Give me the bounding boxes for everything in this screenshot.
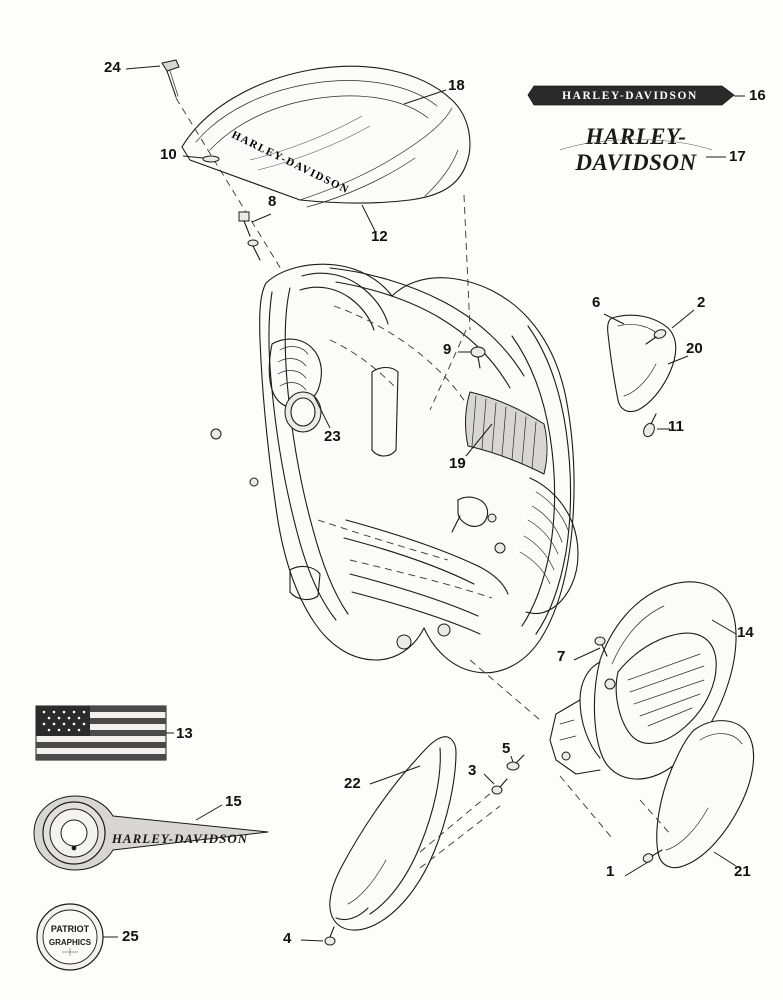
callout-21: 21 — [734, 863, 751, 880]
screw-part-24 — [162, 60, 179, 97]
leader-5 — [511, 756, 513, 762]
callout-6: 6 — [592, 294, 601, 311]
callout-9: 9 — [443, 341, 452, 358]
emblem-strip-text: HARLEY-DAVIDSON — [562, 90, 698, 102]
leader-8 — [252, 214, 271, 222]
callout-20: 20 — [686, 340, 703, 357]
callout-2: 2 — [697, 294, 706, 311]
callout-17: 17 — [729, 148, 746, 165]
fastener-part-5 — [507, 755, 524, 770]
callout-19: 19 — [449, 455, 466, 472]
fairing-inner-frame — [211, 264, 578, 673]
callout-25: 25 — [122, 928, 139, 945]
emblem-strip-16 — [528, 86, 734, 105]
callout-1: 1 — [606, 863, 615, 880]
callout-14: 14 — [737, 624, 754, 641]
leader-7 — [574, 648, 600, 660]
windshield-decal-text: HARLEY-DAVIDSON — [229, 128, 352, 197]
tank-badge-text: HARLEY-DAVIDSON — [111, 831, 249, 846]
callout-23: 23 — [324, 428, 341, 445]
leader-15 — [196, 805, 222, 820]
leader-1 — [625, 862, 648, 876]
callout-11: 11 — [668, 418, 684, 435]
leader-3 — [484, 774, 494, 784]
fastener-part-3 — [492, 779, 507, 794]
callout-16: 16 — [749, 87, 766, 104]
leader-21 — [714, 852, 736, 866]
fastener-part-8 — [239, 212, 260, 260]
patriot-medallion-25 — [37, 904, 103, 970]
patriot-line1: PATRIOT — [50, 924, 90, 934]
callout-8: 8 — [268, 193, 277, 210]
trim-part-20 — [608, 315, 676, 411]
callout-10: 10 — [160, 146, 177, 163]
emblem-script-line1: HARLEY- — [585, 124, 687, 149]
patriot-line2: GRAPHICS — [48, 938, 92, 947]
lower-fairing-part-22 — [330, 737, 456, 930]
callout-7: 7 — [557, 648, 566, 665]
assembly-axis-lower-right — [560, 776, 612, 838]
emblem-script-line2: DAVIDSON — [575, 150, 697, 175]
callout-3: 3 — [468, 762, 477, 779]
callout-15: 15 — [225, 793, 242, 810]
washer-part-10 — [203, 156, 219, 162]
callout-22: 22 — [344, 775, 361, 792]
callout-12: 12 — [371, 228, 388, 245]
leader-2 — [672, 310, 694, 328]
emblem-script-17 — [560, 124, 712, 175]
windshield-part-18 — [182, 66, 470, 210]
fastener-part-4 — [325, 927, 335, 945]
leader-4 — [301, 940, 323, 941]
leader-24 — [126, 66, 160, 69]
callout-5: 5 — [502, 740, 511, 757]
callout-24: 24 — [104, 59, 121, 76]
callout-18: 18 — [448, 77, 465, 94]
flag-decal-13 — [36, 706, 166, 760]
callout-13: 13 — [176, 725, 193, 742]
fastener-part-11 — [642, 414, 657, 438]
round-port-23 — [285, 392, 321, 432]
callout-4: 4 — [283, 930, 292, 947]
